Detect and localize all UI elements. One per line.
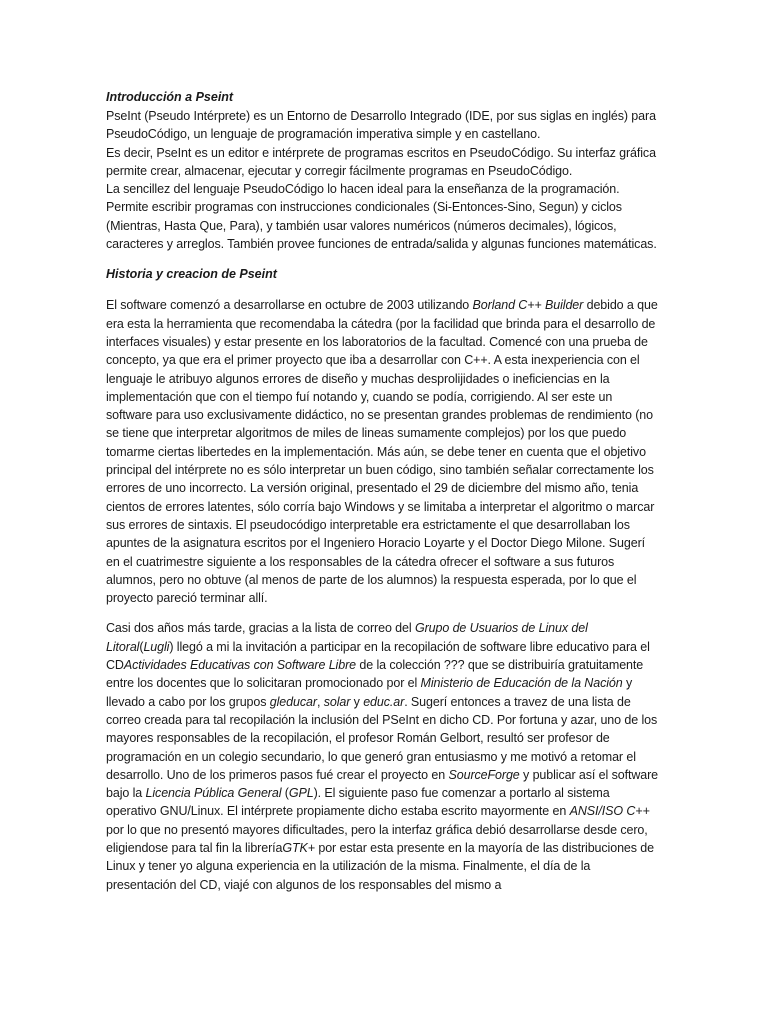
italic-run: Actividades Educativas con Software Libre: [123, 658, 356, 673]
text-run: El software comenzó a desarrollarse en octubre de 2003 utilizando: [106, 298, 473, 313]
text-run: por lo que no presentó mayores dificultades, pero la interfaz gráfica debió desarrollarse desde cero, eligiendose para tal fin la librería: [106, 822, 648, 855]
text-run: de la colección ??? que se distribuiría gratuitamente entre los docentes que lo solicitaran promocionado por el: [106, 658, 644, 691]
text-run: ). El siguiente paso fue comenzar a portarlo al sistema operativo GNU/Linux. El intérprete propiamente dicho estaba escrito mayormente en: [106, 786, 610, 819]
italic-run: ANSI/ISO C++: [569, 804, 650, 819]
italic-run: GTK+: [282, 840, 315, 855]
intro-paragraph-2: Es decir, PseInt es un editor e intérprete de programas escritos en PseudoCódigo. Su interfaz gráfica permite crear, almacenar, ejecutar y corregir fácilmente programas en PseudoCódigo.: [106, 145, 656, 178]
italic-run: SourceForge: [448, 767, 520, 782]
italic-run: Grupo de Usuarios de Linux del Litoral: [106, 621, 588, 654]
italic-run: Lugli: [143, 639, 170, 654]
text-run: y publicar así el software bajo la: [106, 767, 659, 801]
text-run: y llevado a cabo por los grupos: [106, 676, 633, 709]
italic-run: solar: [323, 694, 351, 709]
italic-run: GPL: [288, 786, 314, 801]
text-run: (: [281, 786, 289, 801]
section-heading-historia: Historia y creacion de Pseint: [106, 267, 277, 282]
text-run: . Sugerí entonces a travez de una lista de correo creada para tal recopilación la inclusión del PSeInt en dicho CD. Por fortuna y azar, uno de los mayores responsables de la recopilación, el profesor Román Gelbort, resultó ser profesor de programación en un colegio secundario, lo que generó gran entusiasmo y me motivó a retomar el desarrollo. Uno de los primeros pasos fué crear el proyecto en: [106, 694, 658, 782]
intro-paragraph-4: Permite escribir programas con instrucciones condicionales (Si-Entonces-Sino, Segun) y ciclos (Mientras, Hasta Que, Para), y también usar valores numéricos (números decimales), lógicos, caracteres y arreglos. También provee funciones de entrada/salida y algunas funciones matemáticas.: [106, 200, 657, 252]
text-run: ) llegó a mi la invitación a participar en la recopilación de software libre educativo para el CD: [106, 639, 650, 673]
intro-paragraph-3: La sencillez del lenguaje PseudoCódigo lo hacen ideal para la enseñanza de la programación.: [106, 182, 620, 197]
section-heading-introduccion: Introducción a Pseint: [106, 90, 234, 104]
text-run: ,: [316, 694, 324, 709]
italic-run: Ministerio de Educación de la Nación: [420, 676, 623, 691]
document-page: [106, 88, 658, 894]
text-run: debido a que era esta la herramienta que recomendaba la cátedra (por la facilidad que brinda para el desarrollo de interfaces visuales) y estar presente en los laboratorios de la facultad. Comencé con una prueba de concepto, ya que era el primer proyecto que iba a desarrollar con C++. A esta inexperiencia con el lenguaje le atribuyo algunos errores de diseño y muchas desprolijidades o ineficiencias en la implementación que con el tiempo fuí notando y, cuando se podía, corrigiendo. Al ser este un software para uso exclusivamente didáctico, no se presentan grandes problemas de rendimiento (no se tiene que interpretar algoritmos de miles de lineas sumamente complejos) por los que puedo tomarme ciertas libertedes en la implementación. Más aún, se debe tener en cuenta que el objetivo principal del intérprete no es sólo interpretar un buen código, sino también señalar correctamente los errores de uno incorrecto. La versión original, presentado el 29 de diciembre del mismo año, tenia cientos de errores latentes, sólo corría bajo Windows y se limitaba a interpretar el algoritmo o marcar sus errores de sintaxis. El pseudocódigo interpretable era estrictamente el que desarrollaban los apuntes de la asignatura escritos por el Ingeniero Horacio Loyarte y el Doctor Diego Milone. Sugerí en el cuatrimestre siguiente a los responsables de la cátedra ofrecer el software a sus futuros alumnos, pero no obtuve (al menos de parte de los alumnos) la respuesta esperada, por lo que el proyecto pareció terminar allí.: [106, 298, 658, 606]
history-paragraph-1: [106, 296, 658, 607]
italic-run: gleducar: [269, 694, 317, 709]
text-run: (: [139, 639, 144, 654]
italic-run: Licencia Pública General: [145, 786, 282, 801]
text-run: por estar esta presente en la mayoría de las distribuciones de Linux y tener yo alguna experiencia en la utilización de la misma. Finalmente, el día de la presentación del CD, viajé con algunos de los responsables del mismo a: [106, 840, 655, 892]
text-run: y: [350, 694, 364, 709]
italic-run: Borland C++ Builder: [472, 298, 584, 313]
history-paragraph-2: [106, 619, 658, 893]
text-run: Casi dos años más tarde, gracias a la lista de correo del: [106, 621, 415, 636]
intro-paragraph-1: PseInt (Pseudo Intérprete) es un Entorno de Desarrollo Integrado (IDE, por sus siglas en inglés) para PseudoCódigo, un lenguaje de programación imperativa simple y en castellano.: [106, 109, 656, 142]
italic-run: educ.ar: [363, 694, 405, 709]
